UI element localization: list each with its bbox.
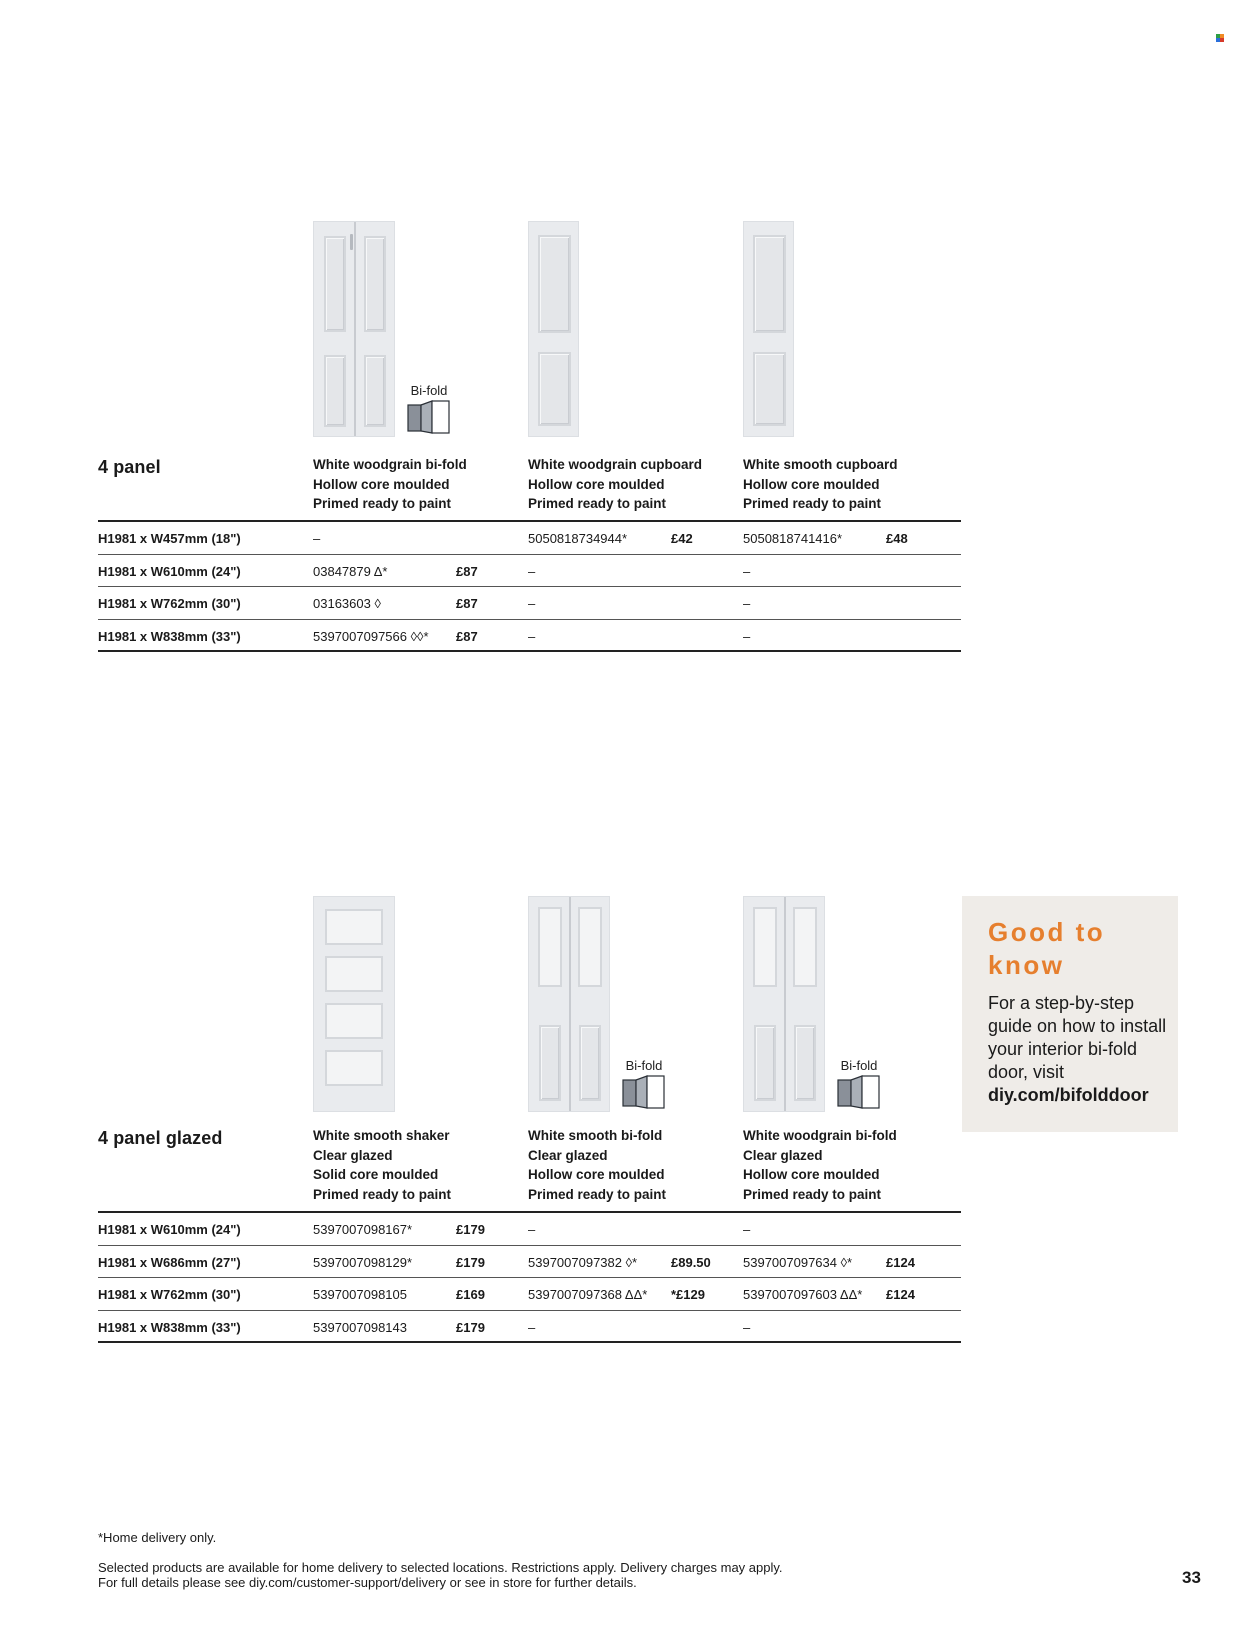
home-delivery-note: *Home delivery only. [98,1530,217,1545]
bifold-door-icon [837,1075,881,1109]
product-spec: Hollow core moulded [743,1167,880,1182]
table-row [98,1213,961,1246]
product-code: – [528,563,536,579]
product-code: 5050818734944* [528,531,628,546]
product-spec: Primed ready to paint [313,496,452,511]
price: £124 [886,1287,915,1303]
size-cell: H1981 x W838mm (33") [98,628,241,644]
product-spec: Hollow core moulded [313,476,450,492]
product-spec: Clear glazed [313,1147,393,1163]
section-title: 4 panel glazed [98,1128,223,1148]
table-row [98,620,961,653]
bifold-badge [614,1058,674,1109]
product-name: White woodgrain bi-fold [313,457,467,472]
price-table [98,520,961,652]
product-code: 5397007098143 [313,1319,407,1335]
good-to-know-body: For a step-by-step guide on how to install your interior bi-fold door, visit [988,993,1167,1082]
price: £87 [456,628,478,644]
bifold-door-icon [407,400,451,434]
good-to-know-box [962,896,1178,1132]
product-spec: Primed ready to paint [743,1186,882,1202]
table-row [98,587,961,620]
product-description-2 [528,455,702,514]
bifold-badge [399,383,459,434]
price: £87 [456,596,478,612]
bifold-door-icon [622,1075,666,1109]
product-code: 5050818741416* [743,531,843,546]
product-name: White smooth shaker [313,1128,450,1143]
door-image [313,221,395,437]
bifold-guide-link[interactable]: diy.com/bifolddoor [988,1085,1149,1105]
price: £179 [456,1319,485,1335]
price: £48 [886,531,908,546]
size-cell: H1981 x W686mm (27") [98,1254,241,1270]
size-cell: H1981 x W838mm (33") [98,1319,241,1335]
product-spec: Hollow core moulded [528,476,665,492]
page-number: 33 [1182,1568,1201,1587]
product-code: – [528,1222,536,1237]
good-to-know-title [988,916,1168,982]
product-description-1 [313,455,467,514]
bifold-label: Bi-fold [840,1058,878,1073]
product-name: White smooth bi-fold [528,1128,663,1143]
legal-line: For full details please see diy.com/customer-support/delivery or see in store for further details. [98,1575,637,1590]
table-row [98,1311,961,1344]
table-row [98,1278,961,1311]
product-code: 5397007097634 ◊* [743,1254,853,1270]
product-name: White smooth cupboard [743,457,898,472]
bifold-label: Bi-fold [410,383,448,398]
good-to-know-title-line2: know [988,950,1065,980]
price: £179 [456,1222,485,1237]
product-description-3 [743,455,898,514]
product-code: – [743,1319,751,1335]
product-code: 5397007097368 ΔΔ* [528,1287,648,1303]
product-code: 5397007097566 ◊◊* [313,628,429,644]
product-spec: Primed ready to paint [528,496,667,511]
product-description-1 [313,1126,451,1204]
good-to-know-title-line1: Good to [988,917,1106,947]
product-code: 5397007098167* [313,1222,413,1237]
price: *£129 [671,1287,705,1303]
size-cell: H1981 x W762mm (30") [98,596,241,612]
product-code: – [528,628,536,644]
door-image [743,221,794,437]
product-spec: Hollow core moulded [743,476,880,492]
product-code: 03163603 ◊ [313,596,381,612]
bifold-label: Bi-fold [625,1058,663,1073]
product-code: – [743,1222,751,1237]
bifold-badge [829,1058,889,1109]
door-image [743,896,825,1112]
door-image [313,896,395,1112]
product-code: – [528,1319,536,1335]
product-code: 03847879 Δ* [313,563,388,579]
product-code: 5397007098105 [313,1287,407,1303]
product-name: White woodgrain bi-fold [743,1128,897,1143]
price: £124 [886,1254,915,1270]
product-code: 5397007097603 ΔΔ* [743,1287,863,1303]
size-cell: H1981 x W610mm (24") [98,563,241,579]
product-code: – [528,596,536,612]
table-row [98,1246,961,1279]
legal-text [98,1560,898,1590]
price: £42 [671,531,693,546]
price: £179 [456,1254,485,1270]
product-spec: Solid core moulded [313,1167,439,1182]
corner-color-mark [1216,34,1224,42]
price-table [98,1211,961,1343]
product-spec: Hollow core moulded [528,1167,665,1182]
product-spec: Clear glazed [528,1147,608,1163]
legal-line: Selected products are available for home delivery to selected locations. Restrictions apply. Delivery charges may apply. [98,1560,783,1575]
product-code: – [743,563,751,579]
product-description-2 [528,1126,666,1204]
mark-square-red [1220,38,1224,42]
price: £89.50 [671,1254,711,1270]
product-description-3 [743,1126,897,1204]
product-name: White woodgrain cupboard [528,457,702,472]
size-cell: H1981 x W610mm (24") [98,1222,241,1237]
product-code: – [743,596,751,612]
product-spec: Primed ready to paint [528,1186,667,1202]
door-image [528,221,579,437]
product-spec: Primed ready to paint [743,496,882,511]
price: £87 [456,563,478,579]
table-row [98,555,961,588]
product-code: – [313,531,321,546]
size-cell: H1981 x W457mm (18") [98,531,241,546]
product-spec: Clear glazed [743,1147,823,1163]
price: £169 [456,1287,485,1303]
product-spec: Primed ready to paint [313,1186,452,1202]
product-code: 5397007098129* [313,1254,413,1270]
table-row [98,522,961,555]
door-image [528,896,610,1112]
product-code: – [743,628,751,644]
section-title: 4 panel [98,457,161,477]
size-cell: H1981 x W762mm (30") [98,1287,241,1303]
product-code: 5397007097382 ◊* [528,1254,638,1270]
